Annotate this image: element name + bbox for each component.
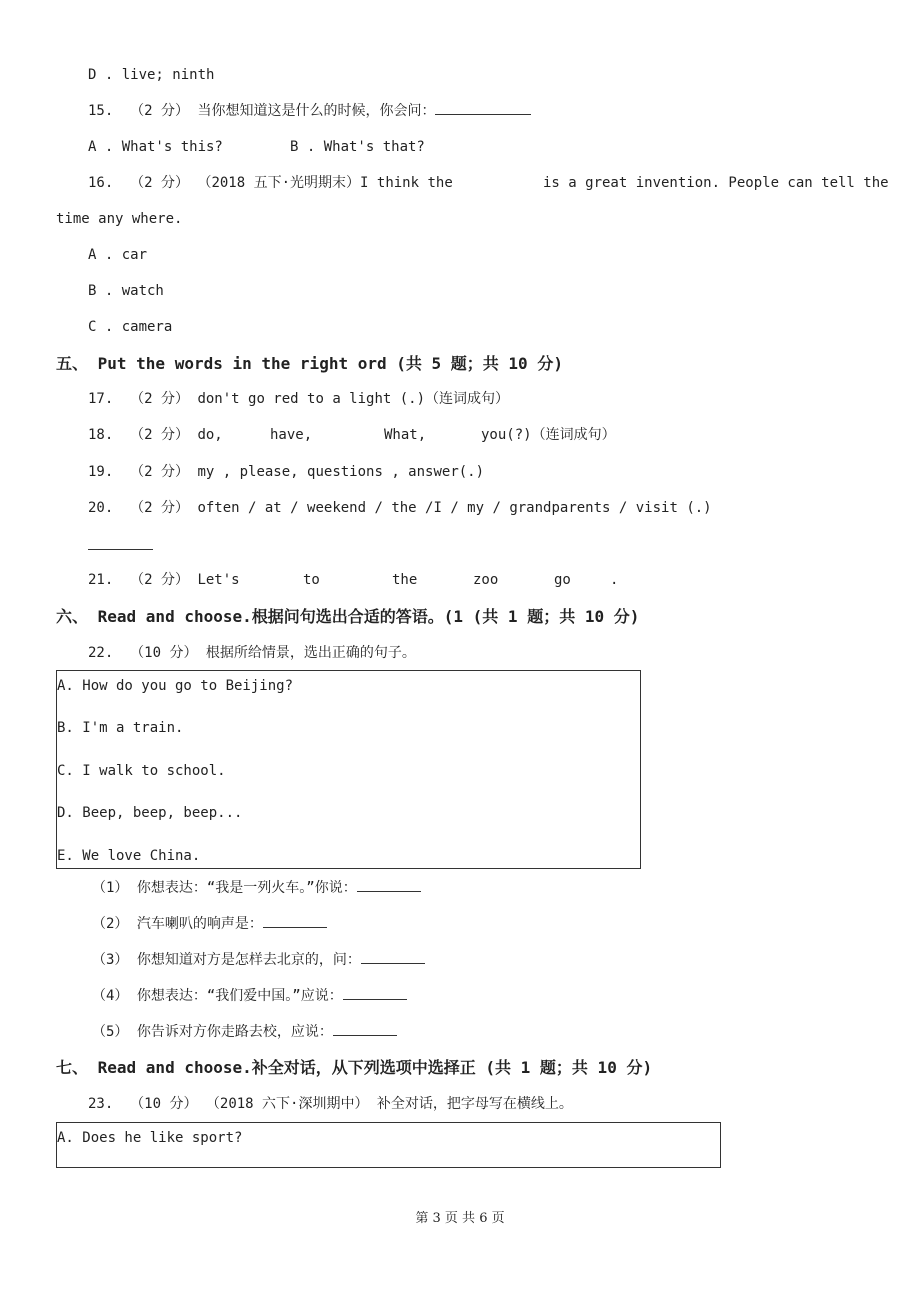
q22-option-b: B. I'm a train. [57,720,184,736]
q18-word-3: What, [384,427,427,443]
q16-question [88,174,453,192]
q20-score: （2 分） [130,500,190,516]
q23-options-box [56,1122,721,1168]
q22-sub-5 [92,1023,397,1041]
q23-question [88,1095,573,1113]
q22-sub-4-blank[interactable] [343,987,407,1000]
q16-source: （2018 五下·光明期末） [197,175,361,191]
q16-number: 16. [88,175,114,191]
q23-score: （10 分） [130,1096,198,1112]
q19-number: 19. [88,464,114,480]
q22-sub-5-blank[interactable] [333,1023,397,1036]
q17-text: don't go red to a light (.)（连词成句） [197,391,510,407]
q15-option-a: A . What's this? [88,139,223,155]
q23-number: 23. [88,1096,114,1112]
q23-stem: 补全对话，把字母写在横线上。 [376,1096,573,1112]
q20-question [88,499,712,517]
q22-sub-4 [92,987,407,1005]
q14-option-d: D . live; ninth [88,67,215,83]
section6-title: 六、 Read and choose.根据问句选出合适的答语。(1 (共 1 题；共 10 分) [56,607,640,626]
q22-sub-1 [92,879,421,897]
q21-score: （2 分） [130,572,190,588]
q22-score: （10 分） [130,645,198,661]
q15-stem: 当你想知道这是什么的时候，你会问： [197,103,436,119]
q21-word-6: . [610,572,619,588]
q22-option-d: D. Beep, beep, beep... [57,805,243,821]
q16-option-c: C . camera [88,319,173,335]
q18-question [88,426,223,444]
q16-stem-part3: time any where. [56,211,183,227]
q15-number: 15. [88,103,114,119]
q22-sub-2-text: 汽车喇叭的响声是： [136,916,263,932]
q22-question [88,644,416,662]
q22-option-a: A. How do you go to Beijing? [57,678,294,694]
q18-score: （2 分） [130,427,190,443]
q15-answer-blank[interactable] [435,102,531,115]
q23-option-a: A. Does he like sport? [57,1130,243,1146]
q17-score: （2 分） [130,391,190,407]
q22-sub-2-num: （2） [92,916,129,932]
q21-number: 21. [88,572,114,588]
q22-stem: 根据所给情景，选出正确的句子。 [205,645,416,661]
q20-answer-blank[interactable] [88,549,153,550]
q22-sub-4-text: 你想表达：“我们爱中国。”应说： [136,988,343,1004]
q22-sub-2 [92,915,327,933]
q19-question [88,463,484,481]
q21-word-2: to [303,572,320,588]
q23-source: （2018 六下·深圳期中） [205,1096,369,1112]
q17-number: 17. [88,391,114,407]
q15-option-b: B . What's that? [290,139,425,155]
q22-sub-5-num: （5） [92,1024,129,1040]
q22-sub-5-text: 你告诉对方你走路去校，应说： [136,1024,333,1040]
q16-option-a: A . car [88,247,148,263]
q16-option-b: B . watch [88,283,164,299]
q22-sub-2-blank[interactable] [263,915,327,928]
q21-word-3: the [392,572,418,588]
q19-score: （2 分） [130,464,190,480]
q22-sub-3-blank[interactable] [361,951,425,964]
q15-question [88,102,531,120]
q16-stem-part2: is a great invention. People can tell the [543,175,889,191]
q15-score: （2 分） [130,103,190,119]
q22-sub-1-text: 你想表达：“我是一列火车。”你说： [136,880,357,896]
q22-number: 22. [88,645,114,661]
q17-question [88,390,509,408]
q22-sub-4-num: （4） [92,988,129,1004]
q22-options-box [56,670,641,869]
q16-stem-part1: I think the [360,175,453,191]
q22-sub-3-text: 你想知道对方是怎样去北京的，问： [136,952,361,968]
q21-word-5: go [554,572,571,588]
q21-question [88,571,240,589]
q19-text: my , please, questions , answer(.) [197,464,485,480]
q22-sub-1-num: （1） [92,880,129,896]
q16-score: （2 分） [130,175,190,191]
page-footer: 第 3 页 共 6 页 [415,1211,505,1226]
q22-sub-3-num: （3） [92,952,129,968]
q22-option-e: E. We love China. [57,848,201,864]
q22-sub-1-blank[interactable] [357,879,421,892]
section7-title: 七、 Read and choose.补全对话，从下列选项中选择正 (共 1 题；共 10 分) [56,1058,653,1077]
q21-word-4: zoo [473,572,499,588]
q20-number: 20. [88,500,114,516]
q22-option-c: C. I walk to school. [57,763,226,779]
section5-title: 五、 Put the words in the right ord (共 5 题；共 10 分) [56,354,563,373]
q18-word-2: have, [270,427,313,443]
q21-word-1: Let's [197,572,240,588]
q18-word-1: do, [197,427,223,443]
q18-word-4: you(?)（连词成句） [481,427,616,443]
q18-number: 18. [88,427,114,443]
q20-text: often / at / weekend / the /I / my / grandparents / visit (.) [197,500,712,516]
q22-sub-3 [92,951,425,969]
